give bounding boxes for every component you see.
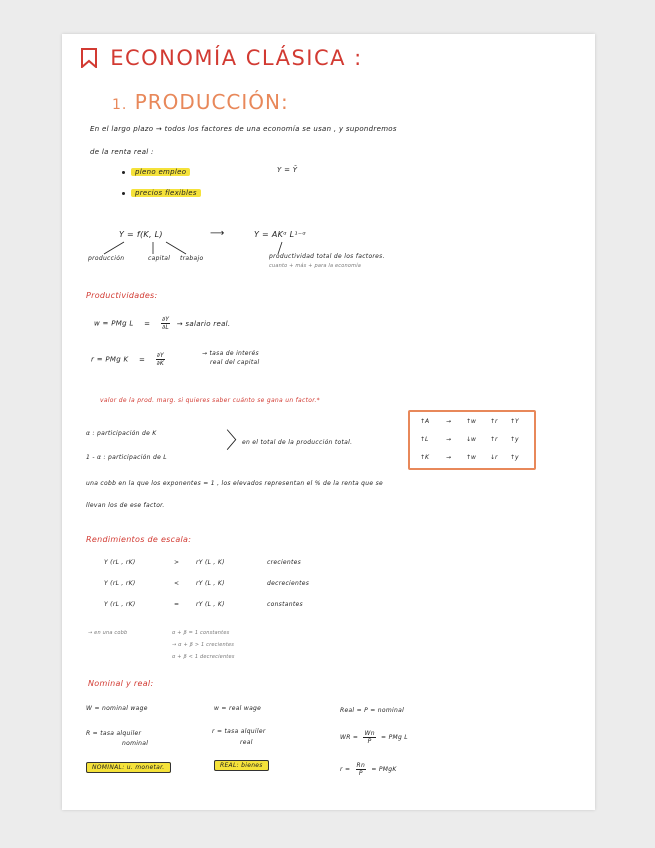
participation-line-2: llevan los de ese factor. (86, 502, 165, 509)
intro-line-2: de la renta real : (90, 148, 154, 156)
page-title-row (80, 46, 363, 70)
scale-row-3-lhs: Y (rL , rK) (104, 601, 136, 608)
w-den: ∂L (161, 324, 170, 331)
scale-row-2-op: < (174, 580, 180, 587)
scale-row-1-lhs: Y (rL , rK) (104, 559, 136, 566)
highlight-pleno-empleo: pleno empleo (131, 168, 190, 176)
w-lhs: w = PMg L (94, 319, 134, 328)
rr-rhs: = PMgK (371, 766, 397, 773)
cobb-douglas: Y = AKᵅ L¹⁻ᵅ (254, 230, 306, 239)
w-equation (94, 316, 230, 331)
intro-item-2 (122, 189, 201, 197)
badge-nominal-label: NOMINAL: u. monetar. (86, 762, 171, 773)
wr-num: Wn (364, 730, 375, 737)
brace-text: en el total de la producción total. (242, 439, 353, 446)
production-function: Y = f(K, L) (119, 230, 163, 239)
label-productivity-note: cuanto + más + para la economía (269, 263, 362, 269)
cobb-row-3: α + β < 1 decrecientes (172, 654, 235, 660)
cell: → (446, 454, 452, 461)
scale-row-1-label: crecientes (267, 559, 302, 566)
one-minus-alpha-participation: 1 - α : participación de L (86, 454, 167, 461)
r-rhs-1: → tasa de interés (202, 350, 259, 357)
wr-den: P (367, 738, 372, 745)
bullet-icon (122, 192, 125, 195)
r-rhs-2: real del capital (210, 359, 260, 366)
nominal-wage: W = nominal wage (86, 705, 148, 712)
effects-table (408, 410, 536, 470)
cobb-row-1: α + β = 1 constantes (172, 630, 230, 636)
w-fraction (161, 316, 170, 331)
r-den: ∂K (156, 360, 165, 367)
cell: ↑w (466, 454, 476, 461)
rental-real-1: r = tasa alquiler (212, 728, 266, 735)
cell: ↓w (466, 436, 476, 443)
wr-equation (340, 730, 408, 745)
real-equals-nominal: Real = P = nominal (340, 707, 405, 714)
cobb-row-2: → α + β > 1 crecientes (172, 642, 235, 648)
wr-fraction (363, 730, 375, 745)
r-equation (91, 352, 165, 367)
intro-line-1: En el largo plazo → todos los factores de una economía se usan , y supondremos (90, 125, 397, 133)
nominal-title: Nominal y real: (88, 679, 154, 688)
bullet-icon (122, 171, 125, 174)
tilde-arrow: ⟶ (210, 228, 225, 239)
intro-item-1 (122, 168, 190, 176)
rr-num: Rn (356, 762, 366, 769)
rr-fraction (356, 762, 367, 777)
cell: ↑K (420, 454, 429, 461)
scale-title: Rendimientos de escala: (86, 535, 192, 544)
cell: ↓r (490, 454, 498, 461)
w-num: ∂Y (161, 316, 170, 323)
r-real-equation (340, 762, 397, 777)
cell: ↑w (466, 418, 476, 425)
page-title: ECONOMÍA CLÁSICA : (110, 46, 363, 70)
highlight-precios-flexibles: precios flexibles (131, 189, 201, 197)
rr-den: P (358, 770, 363, 777)
section-title: PRODUCCIÓN: (134, 90, 289, 114)
brace: 〉 (226, 429, 249, 454)
rental-nominal-1: R = tasa alquiler (86, 730, 142, 737)
participation-line-1: una cobb en la que los exponentes = 1 , los elevados representan el % de la renta que se (86, 480, 383, 487)
cell: → (446, 418, 452, 425)
productivities-note: valor de la prod. marg. si quieres saber cuánto se gana un factor.* (100, 397, 320, 404)
rental-nominal-2: nominal (122, 740, 149, 747)
cell: ↑y (510, 436, 519, 443)
r-fraction (156, 352, 165, 367)
r-eq: = (138, 355, 146, 364)
w-rhs: → salario real. (176, 319, 231, 328)
rental-real-2: real (240, 739, 253, 746)
wr-lhs: WR = (340, 734, 359, 741)
scale-row-2-rhs: rY (L , K) (196, 580, 225, 587)
cell: ↑y (510, 454, 519, 461)
cell: ↑L (420, 436, 429, 443)
label-production: producción (88, 255, 125, 262)
cell: ↑Y (510, 418, 519, 425)
productivities-title: Productividades: (86, 291, 158, 300)
notebook-page (62, 34, 595, 810)
scale-row-3-label: constantes (267, 601, 303, 608)
label-labor: trabajo (180, 255, 204, 262)
scale-row-1-op: > (174, 559, 180, 566)
rr-lhs: r = (340, 766, 351, 773)
cell: ↑A (420, 418, 430, 425)
section-number: 1. (112, 97, 128, 113)
section-heading (112, 90, 289, 114)
scale-row-2-label: decrecientes (267, 580, 310, 587)
badge-nominal (86, 764, 171, 771)
bookmark-icon (80, 48, 98, 68)
scale-row-3-rhs: rY (L , K) (196, 601, 225, 608)
label-productivity: productividad total de los factores. (269, 253, 385, 260)
badge-real-label: REAL: bienes (214, 760, 269, 771)
scale-row-2-lhs: Y (rL , rK) (104, 580, 136, 587)
r-lhs: r = PMg K (91, 355, 129, 364)
alpha-participation: α : participación de K (86, 430, 157, 437)
w-eq: = (144, 319, 151, 328)
cell: ↑r (490, 436, 498, 443)
scale-row-3-op: = (174, 601, 180, 608)
badge-real (214, 762, 269, 769)
wr-rhs: = PMg L (381, 734, 408, 741)
cell: ↑r (490, 418, 498, 425)
cell: → (446, 436, 452, 443)
cobb-intro: → en una cobb (88, 630, 128, 636)
label-capital: capital (148, 255, 171, 262)
r-num: ∂Y (156, 352, 165, 359)
eq-y-bar: Y = Ȳ (277, 166, 298, 174)
scale-row-1-rhs: rY (L , K) (196, 559, 225, 566)
real-wage: w = real wage (214, 705, 262, 712)
